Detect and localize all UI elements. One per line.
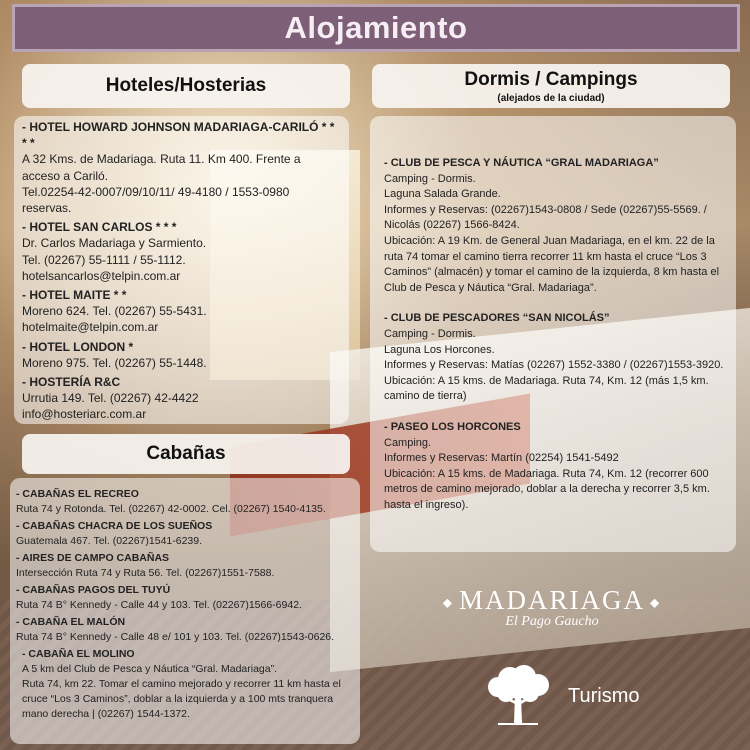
list-item (22, 374, 341, 423)
list-item (384, 156, 726, 296)
entry-line: Ubicación: A 15 kms. de Madariaga. Ruta 74, Km. 12 (más 1,5 km. camino de tierra) (384, 374, 709, 403)
entry-name: - HOTEL LONDON * (22, 339, 134, 354)
entry-name: - CABAÑAS CHACRA DE LOS SUEÑOS (16, 520, 213, 532)
entry-name: - CABAÑA EL MALÓN (16, 616, 126, 628)
list-item (22, 339, 341, 371)
entry-line: Informes y Reservas: (02267)1543-0808 / Sede (02267)55-5569. / Nicolás (02267) 1566-8424. (384, 203, 707, 232)
ornament-icon: ◆ (442, 595, 459, 610)
hotels-heading (22, 64, 350, 108)
entry-name: - CABAÑA EL MOLINO (22, 648, 135, 660)
brand-name: MADARIAGA (459, 585, 645, 615)
list-item (16, 615, 354, 645)
entry-name: - CABAÑAS EL RECREO (16, 488, 139, 500)
ornament-icon: ◆ (645, 595, 662, 610)
entry-line: Informes y Reservas: Matías (02267) 1552-3380 / (02267)1553-3920. (384, 359, 724, 372)
entry-line: Ruta 74 B° Kennedy - Calle 44 y 103. Tel. (02267)1566-6942. (16, 599, 302, 611)
madariaga-logo (432, 585, 672, 630)
list-item (384, 420, 726, 514)
list-item (16, 487, 354, 517)
dormis-heading (372, 64, 730, 108)
entry-line: A 5 km del Club de Pesca y Náutica “Gral. Madariaga”. (22, 663, 278, 675)
dormis-subtitle: (alejados de la ciudad) (497, 92, 605, 104)
brand-wordmark (432, 585, 672, 616)
entry-line: Ruta 74 y Rotonda. Tel. (02267) 42-0002. Cel. (02267) 1540-4135. (16, 503, 326, 515)
entry-line: Informes y Reservas: Martín (02254) 1541-5492 (384, 452, 619, 465)
entry-line: Laguna Salada Grande. (384, 188, 501, 201)
entry-line: Intersección Ruta 74 y Ruta 56. Tel. (02267)1551-7588. (16, 567, 275, 579)
list-item (22, 287, 341, 336)
entry-line: Ruta 74 B° Kennedy - Calle 48 e/ 101 y 103. Tel. (02267)1543-0626. (16, 631, 335, 643)
entry-name: - PASEO LOS HORCONES (384, 420, 521, 433)
list-item (16, 551, 354, 581)
entry-line: Moreno 975. Tel. (02267) 55-1448. (22, 355, 207, 370)
page-header (12, 4, 740, 52)
entry-name: - CLUB DE PESCADORES “SAN NICOLÁS” (384, 312, 610, 325)
entry-line: Camping - Dormis. (384, 327, 476, 340)
entry-line: Ubicación: A 15 kms. de Madariaga. Ruta 74, Km. 12 (recorrer 600 metros de camino mejorado, doblar a la derecha y recorrer 3,5 km. hasta el ingreso). (384, 467, 710, 511)
hotels-panel (14, 116, 349, 424)
entry-line: Camping. (384, 436, 432, 449)
list-item (22, 119, 341, 216)
entry-email: hotelsancarlos@telpin.com.ar (22, 268, 181, 283)
cabanas-heading (22, 434, 350, 474)
entry-name: - HOSTERÍA R&C (22, 375, 121, 390)
entry-line: Ruta 74, km 22. Tomar el camino mejorado y recorrer 11 km hasta el cruce “Los 3 Caminos”, doblar a la izquierda y a 100 mts tranquera mano derecha | (02267) 1544-1372. (22, 678, 341, 720)
entry-name: - CABAÑAS PAGOS DEL TUYÚ (16, 584, 171, 596)
entry-line: Tel. (02267) 55-1111 / 55-1112. (22, 252, 186, 267)
brand-tagline: El Pago Gaucho (505, 614, 599, 629)
entry-line: Guatemala 467. Tel. (02267)1541-6239. (16, 535, 203, 547)
entry-line: Laguna Los Horcones. (384, 343, 495, 356)
tree-icon (478, 665, 558, 727)
entry-email: hotelmaite@telpin.com.ar (22, 320, 159, 335)
entry-line: Dr. Carlos Madariaga y Sarmiento. (22, 236, 207, 251)
entry-name: - CLUB DE PESCA Y NÁUTICA “GRAL MADARIAGA” (384, 157, 659, 169)
entry-name: - AIRES DE CAMPO CABAÑAS (16, 552, 170, 564)
entry-name: - HOTEL MAITE * * (22, 288, 127, 303)
turismo-logo (478, 665, 639, 727)
dormis-panel (370, 116, 736, 552)
page-title: Alojamiento (284, 10, 468, 45)
list-item (16, 647, 354, 722)
entry-line: A 32 Kms. de Madariaga. Ruta 11. Km 400. Frente a acceso a Cariló. (22, 152, 301, 183)
hotels-title: Hoteles/Hosterias (105, 75, 267, 96)
list-item (16, 583, 354, 613)
entry-name: - HOTEL SAN CARLOS * * * (22, 220, 177, 235)
list-item (16, 519, 354, 549)
entry-line: Tel.02254-42-0007/09/10/11/ 49-4180 / 1553-0980 reservas. (22, 184, 290, 216)
entry-line: Urrutia 149. Tel. (02267) 42-4422 (22, 391, 199, 406)
entry-email: info@hosteriarc.com.ar (22, 407, 147, 422)
entry-line: Moreno 624. Tel. (02267) 55-5431. (22, 304, 207, 319)
cabanas-panel (10, 478, 360, 744)
list-item (384, 311, 726, 405)
turismo-label: Turismo (568, 684, 640, 707)
entry-name: - HOTEL HOWARD JOHNSON MADARIAGA-CARILÓ * * * * (22, 120, 335, 151)
entry-line: Ubicación: A 19 Km. de General Juan Madariaga, en el km. 22 de la ruta 74 tomar el camino tierra recorrer 11 km hasta el cruce “Los 3 Caminos” (almacén) y tomar el camino de la izquierda, 8 km hasta el Club de Pesca y Náutica “Gral. Madariaga”. (384, 234, 720, 294)
list-item (22, 219, 341, 284)
entry-line: Camping - Dormis. (384, 172, 476, 185)
dormis-title: Dormis / Campings (464, 68, 638, 90)
cabanas-title: Cabañas (146, 443, 226, 464)
